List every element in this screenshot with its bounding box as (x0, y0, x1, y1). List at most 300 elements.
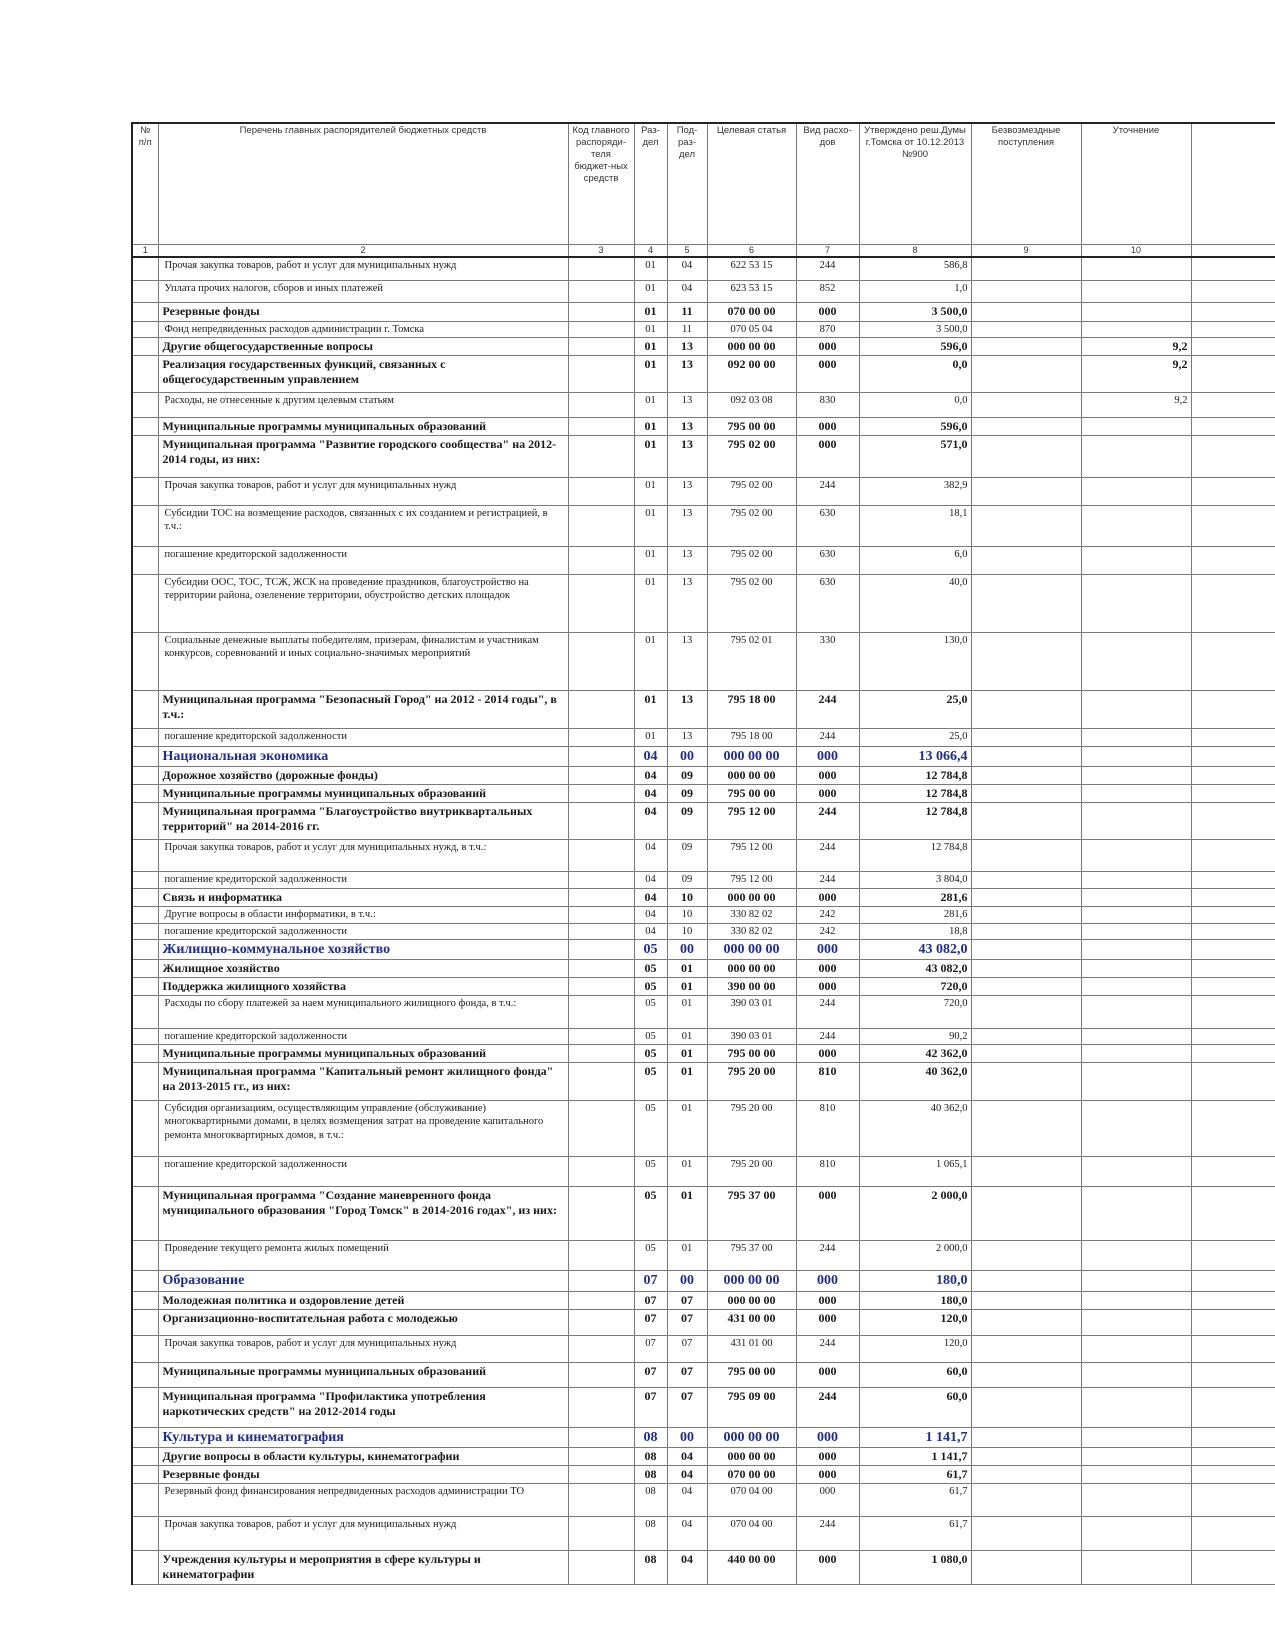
table-row (132, 1517, 1275, 1551)
header-gratis: Безвозмездные поступления (971, 123, 1081, 245)
row-target-article: 795 02 00 (707, 505, 796, 546)
row-target-article: 440 00 00 (707, 1551, 796, 1585)
row-name: Муниципальная программа "Развитие городского сообщества" на 2012-2014 годы, из них: (158, 435, 568, 477)
row-clarification (1081, 477, 1191, 505)
row-clarification (1081, 1291, 1191, 1309)
row-name: Образование (158, 1271, 568, 1292)
row-target-article: 795 12 00 (707, 803, 796, 840)
table-row (132, 435, 1275, 477)
table-row (132, 907, 1275, 923)
row-approved-sum: 1 141,7 (859, 1448, 971, 1466)
row-expense-type: 000 (796, 785, 859, 803)
row-code (568, 907, 634, 923)
row-number (132, 907, 158, 923)
index-cell: 8 (859, 245, 971, 258)
row-name: Связь и информатика (158, 889, 568, 907)
table-row (132, 1241, 1275, 1271)
row-target-article: 795 20 00 (707, 1157, 796, 1187)
row-extra (1191, 1517, 1275, 1551)
row-name: Фонд непредвиденных расходов администрации г. Томска (158, 321, 568, 337)
row-clarification (1081, 632, 1191, 690)
row-name: Жилищное хозяйство (158, 960, 568, 978)
index-cell-extra (1191, 245, 1275, 258)
row-razdel: 05 (634, 1157, 667, 1187)
row-extra (1191, 280, 1275, 302)
row-number (132, 1291, 158, 1309)
row-target-article: 070 04 00 (707, 1484, 796, 1517)
row-podrazdel: 07 (667, 1335, 707, 1362)
row-extra (1191, 1362, 1275, 1387)
row-approved-sum: 12 784,8 (859, 767, 971, 785)
row-approved-sum: 2 000,0 (859, 1187, 971, 1241)
row-gratis (971, 257, 1081, 280)
row-approved-sum: 0,0 (859, 392, 971, 417)
row-expense-type: 244 (796, 690, 859, 728)
row-gratis (971, 477, 1081, 505)
row-expense-type: 244 (796, 257, 859, 280)
row-name: погашение кредиторской задолженности (158, 923, 568, 939)
row-expense-type: 000 (796, 1187, 859, 1241)
row-number (132, 280, 158, 302)
row-code (568, 785, 634, 803)
row-expense-type: 000 (796, 1045, 859, 1063)
row-expense-type: 242 (796, 923, 859, 939)
row-clarification (1081, 785, 1191, 803)
row-podrazdel: 04 (667, 257, 707, 280)
row-target-article: 795 02 01 (707, 632, 796, 690)
row-code (568, 690, 634, 728)
row-number (132, 1362, 158, 1387)
row-code (568, 1466, 634, 1484)
row-approved-sum: 12 784,8 (859, 840, 971, 872)
row-extra (1191, 632, 1275, 690)
row-extra (1191, 872, 1275, 889)
row-name: погашение кредиторской задолженности (158, 1157, 568, 1187)
row-expense-type: 000 (796, 355, 859, 392)
row-gratis (971, 996, 1081, 1029)
row-target-article: 795 00 00 (707, 785, 796, 803)
row-gratis (971, 1101, 1081, 1157)
row-podrazdel: 10 (667, 907, 707, 923)
row-code (568, 996, 634, 1029)
row-target-article: 795 37 00 (707, 1187, 796, 1241)
row-extra (1191, 690, 1275, 728)
row-name: погашение кредиторской задолженности (158, 728, 568, 746)
row-razdel: 05 (634, 1029, 667, 1045)
row-clarification (1081, 1187, 1191, 1241)
row-code (568, 1387, 634, 1427)
row-code (568, 505, 634, 546)
row-expense-type: 244 (796, 1029, 859, 1045)
row-clarification (1081, 872, 1191, 889)
row-razdel: 07 (634, 1291, 667, 1309)
table-row (132, 477, 1275, 505)
row-approved-sum: 130,0 (859, 632, 971, 690)
row-name: Резервные фонды (158, 302, 568, 321)
row-podrazdel: 07 (667, 1309, 707, 1335)
row-target-article: 795 00 00 (707, 1362, 796, 1387)
row-extra (1191, 923, 1275, 939)
row-gratis (971, 840, 1081, 872)
row-clarification: 9,2 (1081, 355, 1191, 392)
row-approved-sum: 3 500,0 (859, 321, 971, 337)
row-target-article: 795 02 00 (707, 435, 796, 477)
row-number (132, 355, 158, 392)
row-podrazdel: 04 (667, 1551, 707, 1585)
row-expense-type: 244 (796, 872, 859, 889)
row-code (568, 1029, 634, 1045)
row-name: Жилищно-коммунальное хозяйство (158, 939, 568, 960)
row-expense-type: 000 (796, 1427, 859, 1448)
row-target-article: 390 03 01 (707, 996, 796, 1029)
row-number (132, 302, 158, 321)
row-extra (1191, 1157, 1275, 1187)
table-row (132, 1045, 1275, 1063)
row-target-article: 795 00 00 (707, 417, 796, 435)
row-expense-type: 244 (796, 728, 859, 746)
table-row (132, 1187, 1275, 1241)
row-name: погашение кредиторской задолженности (158, 546, 568, 574)
row-number (132, 785, 158, 803)
row-code (568, 417, 634, 435)
row-extra (1191, 257, 1275, 280)
row-podrazdel: 01 (667, 1101, 707, 1157)
row-gratis (971, 574, 1081, 632)
row-razdel: 04 (634, 923, 667, 939)
row-number (132, 257, 158, 280)
row-gratis (971, 785, 1081, 803)
row-gratis (971, 978, 1081, 996)
row-approved-sum: 25,0 (859, 728, 971, 746)
row-extra (1191, 355, 1275, 392)
row-podrazdel: 04 (667, 1448, 707, 1466)
row-number (132, 1551, 158, 1585)
table-row (132, 767, 1275, 785)
row-code (568, 1241, 634, 1271)
row-podrazdel: 13 (667, 574, 707, 632)
index-cell: 5 (667, 245, 707, 258)
row-code (568, 302, 634, 321)
row-approved-sum: 12 784,8 (859, 785, 971, 803)
row-razdel: 01 (634, 280, 667, 302)
row-extra (1191, 505, 1275, 546)
table-row (132, 1427, 1275, 1448)
row-gratis (971, 960, 1081, 978)
table-row (132, 960, 1275, 978)
row-target-article: 431 01 00 (707, 1335, 796, 1362)
row-gratis (971, 1045, 1081, 1063)
row-name: Муниципальные программы муниципальных образований (158, 785, 568, 803)
header-podrazdel: Под-раз-дел (667, 123, 707, 245)
row-approved-sum: 1,0 (859, 280, 971, 302)
row-approved-sum: 0,0 (859, 355, 971, 392)
row-name: Прочая закупка товаров, работ и услуг для муниципальных нужд (158, 1335, 568, 1362)
row-name: Учреждения культуры и мероприятия в сфере культуры и кинематографии (158, 1551, 568, 1585)
row-razdel: 05 (634, 978, 667, 996)
row-razdel: 01 (634, 417, 667, 435)
row-number (132, 889, 158, 907)
row-target-article: 092 03 08 (707, 392, 796, 417)
row-clarification (1081, 321, 1191, 337)
budget-table-sheet (131, 122, 1275, 1650)
table-row (132, 1271, 1275, 1292)
row-podrazdel: 01 (667, 1187, 707, 1241)
row-code (568, 872, 634, 889)
row-clarification (1081, 907, 1191, 923)
header-num: № п/п (132, 123, 158, 245)
row-podrazdel: 11 (667, 321, 707, 337)
row-podrazdel: 01 (667, 996, 707, 1029)
row-code (568, 1335, 634, 1362)
row-razdel: 01 (634, 505, 667, 546)
row-name: Другие вопросы в области информатики, в т.ч.: (158, 907, 568, 923)
row-target-article: 070 00 00 (707, 1466, 796, 1484)
row-extra (1191, 1484, 1275, 1517)
table-row (132, 505, 1275, 546)
row-approved-sum: 180,0 (859, 1291, 971, 1309)
row-number (132, 1427, 158, 1448)
table-row (132, 939, 1275, 960)
row-code (568, 1448, 634, 1466)
table-row (132, 1484, 1275, 1517)
row-razdel: 05 (634, 939, 667, 960)
row-podrazdel: 13 (667, 435, 707, 477)
row-approved-sum: 13 066,4 (859, 746, 971, 767)
row-expense-type: 830 (796, 392, 859, 417)
row-approved-sum: 18,1 (859, 505, 971, 546)
row-approved-sum: 42 362,0 (859, 1045, 971, 1063)
header-clarification: Уточнение (1081, 123, 1191, 245)
row-expense-type: 000 (796, 1271, 859, 1292)
row-clarification (1081, 417, 1191, 435)
row-target-article: 795 02 00 (707, 546, 796, 574)
row-clarification (1081, 746, 1191, 767)
row-target-article: 795 37 00 (707, 1241, 796, 1271)
row-gratis (971, 337, 1081, 355)
row-name: Дорожное хозяйство (дорожные фонды) (158, 767, 568, 785)
table-row (132, 392, 1275, 417)
row-gratis (971, 1271, 1081, 1292)
row-expense-type: 000 (796, 1309, 859, 1335)
row-extra (1191, 767, 1275, 785)
row-number (132, 690, 158, 728)
row-podrazdel: 00 (667, 746, 707, 767)
row-code (568, 355, 634, 392)
row-gratis (971, 1387, 1081, 1427)
row-name: погашение кредиторской задолженности (158, 872, 568, 889)
row-razdel: 01 (634, 257, 667, 280)
table-row (132, 1063, 1275, 1101)
row-expense-type: 000 (796, 435, 859, 477)
row-name: Муниципальные программы муниципальных образований (158, 417, 568, 435)
table-row (132, 803, 1275, 840)
row-clarification (1081, 1484, 1191, 1517)
row-number (132, 1045, 158, 1063)
row-name: Резервные фонды (158, 1466, 568, 1484)
row-expense-type: 244 (796, 1517, 859, 1551)
row-approved-sum: 40 362,0 (859, 1101, 971, 1157)
row-expense-type: 244 (796, 1387, 859, 1427)
table-row (132, 996, 1275, 1029)
row-approved-sum: 40,0 (859, 574, 971, 632)
row-gratis (971, 1517, 1081, 1551)
row-extra (1191, 1551, 1275, 1585)
row-target-article: 092 00 00 (707, 355, 796, 392)
row-gratis (971, 907, 1081, 923)
row-name: Другие общегосударственные вопросы (158, 337, 568, 355)
row-razdel: 07 (634, 1362, 667, 1387)
row-number (132, 546, 158, 574)
row-clarification (1081, 1335, 1191, 1362)
row-gratis (971, 690, 1081, 728)
row-clarification (1081, 1448, 1191, 1466)
row-podrazdel: 13 (667, 392, 707, 417)
row-name: Муниципальная программа "Капитальный ремонт жилищного фонда" на 2013-2015 гг., из них: (158, 1063, 568, 1101)
table-row (132, 280, 1275, 302)
row-name: Резервный фонд финансирования непредвиденных расходов администрации ТО (158, 1484, 568, 1517)
row-gratis (971, 355, 1081, 392)
row-extra (1191, 392, 1275, 417)
index-cell: 3 (568, 245, 634, 258)
row-extra (1191, 803, 1275, 840)
row-target-article: 330 82 02 (707, 907, 796, 923)
row-number (132, 1101, 158, 1157)
row-gratis (971, 1466, 1081, 1484)
row-podrazdel: 00 (667, 939, 707, 960)
row-clarification (1081, 1101, 1191, 1157)
row-expense-type: 630 (796, 574, 859, 632)
row-podrazdel: 04 (667, 1466, 707, 1484)
row-name: Прочая закупка товаров, работ и услуг для муниципальных нужд, в т.ч.: (158, 840, 568, 872)
row-approved-sum: 3 804,0 (859, 872, 971, 889)
row-gratis (971, 939, 1081, 960)
row-gratis (971, 632, 1081, 690)
row-razdel: 07 (634, 1335, 667, 1362)
row-target-article: 795 20 00 (707, 1101, 796, 1157)
row-code (568, 546, 634, 574)
row-razdel: 08 (634, 1448, 667, 1466)
row-razdel: 04 (634, 889, 667, 907)
row-extra (1191, 785, 1275, 803)
row-razdel: 01 (634, 574, 667, 632)
row-clarification (1081, 960, 1191, 978)
row-approved-sum: 1 080,0 (859, 1551, 971, 1585)
index-cell: 9 (971, 245, 1081, 258)
table-row (132, 546, 1275, 574)
row-gratis (971, 889, 1081, 907)
row-number (132, 1309, 158, 1335)
index-cell: 2 (158, 245, 568, 258)
row-number (132, 417, 158, 435)
header-target-article: Целевая статья (707, 123, 796, 245)
row-clarification: 9,2 (1081, 337, 1191, 355)
table-row (132, 632, 1275, 690)
row-target-article: 000 00 00 (707, 1448, 796, 1466)
row-target-article: 795 20 00 (707, 1063, 796, 1101)
row-extra (1191, 1466, 1275, 1484)
row-name: Прочая закупка товаров, работ и услуг для муниципальных нужд (158, 257, 568, 280)
table-row (132, 1029, 1275, 1045)
row-expense-type: 810 (796, 1157, 859, 1187)
row-target-article: 795 18 00 (707, 728, 796, 746)
row-extra (1191, 996, 1275, 1029)
row-razdel: 05 (634, 960, 667, 978)
row-podrazdel: 00 (667, 1271, 707, 1292)
row-approved-sum: 40 362,0 (859, 1063, 971, 1101)
row-name: Другие вопросы в области культуры, кинематографии (158, 1448, 568, 1466)
row-gratis (971, 872, 1081, 889)
row-name: Расходы, не отнесенные к другим целевым статьям (158, 392, 568, 417)
row-number (132, 1387, 158, 1427)
row-expense-type: 000 (796, 417, 859, 435)
row-clarification (1081, 939, 1191, 960)
row-extra (1191, 546, 1275, 574)
row-podrazdel: 04 (667, 1484, 707, 1517)
header-name: Перечень главных распорядителей бюджетных средств (158, 123, 568, 245)
row-code (568, 435, 634, 477)
row-approved-sum: 571,0 (859, 435, 971, 477)
row-approved-sum: 60,0 (859, 1387, 971, 1427)
row-number (132, 1271, 158, 1292)
row-number (132, 746, 158, 767)
table-row (132, 1551, 1275, 1585)
row-code (568, 939, 634, 960)
row-razdel: 04 (634, 767, 667, 785)
table-row (132, 1362, 1275, 1387)
row-podrazdel: 01 (667, 1029, 707, 1045)
row-number (132, 1484, 158, 1517)
row-clarification (1081, 923, 1191, 939)
row-gratis (971, 321, 1081, 337)
table-row (132, 321, 1275, 337)
row-code (568, 1427, 634, 1448)
row-gratis (971, 505, 1081, 546)
row-podrazdel: 10 (667, 889, 707, 907)
budget-table (131, 122, 1275, 1585)
table-row (132, 746, 1275, 767)
row-name: Национальная экономика (158, 746, 568, 767)
row-number (132, 939, 158, 960)
row-podrazdel: 11 (667, 302, 707, 321)
row-number (132, 632, 158, 690)
row-extra (1191, 960, 1275, 978)
row-name: Муниципальная программа "Создание маневренного фонда муниципального образования "Город Томск" в 2014-2016 годах", из них: (158, 1187, 568, 1241)
row-extra (1191, 1045, 1275, 1063)
row-razdel: 07 (634, 1309, 667, 1335)
row-clarification (1081, 1271, 1191, 1292)
row-gratis (971, 392, 1081, 417)
row-number (132, 978, 158, 996)
row-extra (1191, 978, 1275, 996)
row-podrazdel: 07 (667, 1291, 707, 1309)
table-row (132, 1157, 1275, 1187)
row-code (568, 1551, 634, 1585)
row-approved-sum: 596,0 (859, 417, 971, 435)
row-code (568, 1309, 634, 1335)
row-podrazdel: 13 (667, 546, 707, 574)
row-expense-type: 000 (796, 767, 859, 785)
row-name: Субсидии ООС, ТОС, ТСЖ, ЖСК на проведение праздников, благоустройство на территории района, озеленение территории, обустройство детских площадок (158, 574, 568, 632)
row-clarification (1081, 889, 1191, 907)
row-razdel: 01 (634, 728, 667, 746)
row-razdel: 04 (634, 746, 667, 767)
row-clarification (1081, 1045, 1191, 1063)
row-approved-sum: 61,7 (859, 1484, 971, 1517)
row-gratis (971, 1157, 1081, 1187)
index-cell: 10 (1081, 245, 1191, 258)
row-expense-type: 870 (796, 321, 859, 337)
row-gratis (971, 1063, 1081, 1101)
